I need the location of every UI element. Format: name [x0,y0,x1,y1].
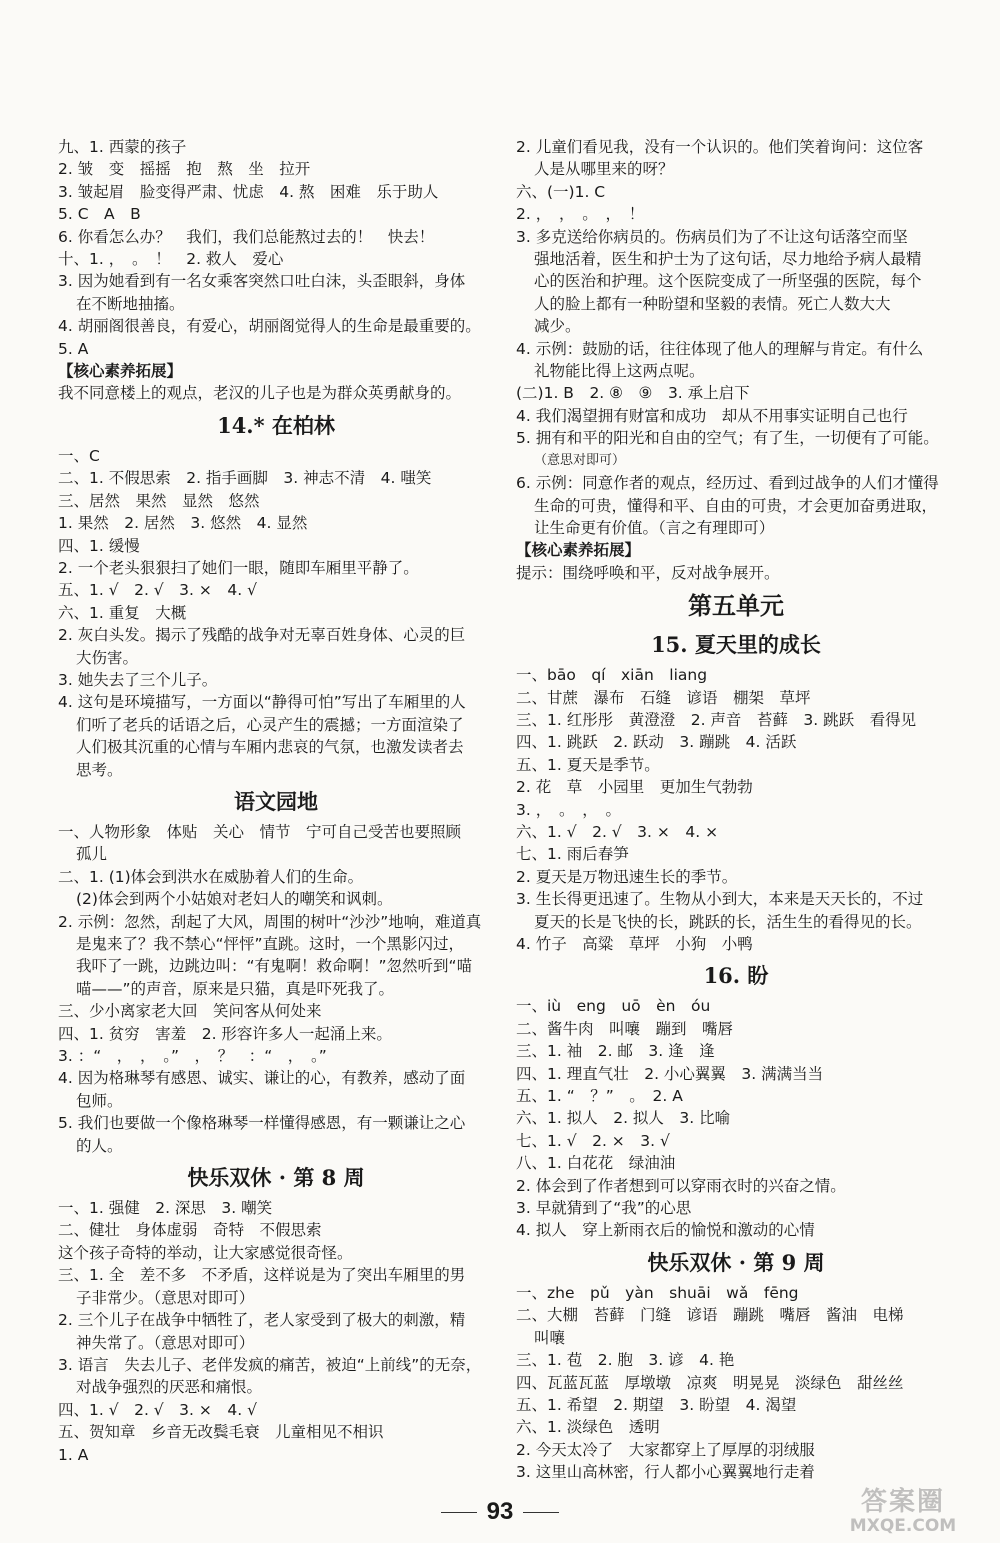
answer-line: 2. 一个老头狠狠扫了她们一眼，随即车厢里平静了。 [58,558,419,577]
answer-line: 思考。 [76,760,123,779]
answer-line: 强地活着，医生和护士为了这句话，尽力地给予病人最精 [534,250,922,269]
section-heading: 第五单元 [688,591,784,621]
answer-line: 五、1. 希望 2. 期望 3. 盼望 4. 渴望 [516,1395,797,1414]
answer-line: 2. 今天太冷了 大家都穿上了厚厚的羽绒服 [516,1440,815,1459]
answer-line: 神失常了。（意思对即可） [76,1333,255,1352]
answer-line: 对战争强烈的厌恶和痛恨。 [76,1378,263,1397]
answer-line: 九、1. 西蒙的孩子 [58,138,187,156]
answer-line: 十、1. ， 。 ！ 2. 救人 爱心 [58,250,284,269]
answer-line: 提示：围绕呼唤和平，反对战争展开。 [516,563,780,582]
watermark-logo [828,1488,978,1536]
answer-line: 4. 拟人 穿上新雨衣后的愉悦和激动的心情 [516,1221,815,1240]
answer-line: 5. C A B [58,205,141,224]
answer-line: (2)体会到两个小姑娘对老妇人的嘲笑和讽刺。 [76,890,393,909]
answer-line: 3. 她失去了三个儿子。 [58,670,218,689]
answer-line: 六、1. 重复 大概 [58,603,187,622]
core-literacy-label: 【核心素养拓展】 [516,541,641,560]
answer-line: 二、大棚 苔藓 门缝 谚语 蹦跳 嘴唇 酱油 电梯 [516,1306,904,1325]
answer-line: 的人。 [76,1136,123,1155]
answer-line: 二、健壮 身体虚弱 奇特 不假思索 [58,1221,322,1240]
answer-line: 五、贺知章 乡音无改鬓毛衰 儿童相见不相识 [58,1423,384,1442]
section-heading: 语文园地 [234,788,318,814]
answer-line: 减少。 [534,317,581,336]
answer-line: 一、zhe pǔ yàn shuāi wǎ fēng [516,1283,799,1302]
answer-line: 叫嚷 [534,1328,566,1347]
answer-line: 4. 竹子 高粱 草坪 小狗 小鸭 [516,935,753,953]
answer-line: 二、甘蔗 瀑布 石缝 谚语 棚架 草坪 [516,688,811,707]
answer-line: 礼物能比得上这两点呢。 [534,362,705,381]
section-heading: 快乐双休 · 第 8 周 [187,1165,365,1191]
answer-line: 夏天的长是飞快的长，跳跃的长，活生生的看得见的长。 [534,912,922,931]
right-column [516,136,956,1484]
answer-line: 六、1. 淡绿色 透明 [516,1418,660,1437]
answer-line: （意思对即可） [534,452,626,468]
answer-line: 3. 语言 失去儿子、老伴发疯的痛苦，被迫“上前线”的无奈， [58,1355,482,1374]
answer-line: 四、1. √ 2. √ 3. × 4. √ [58,1400,257,1419]
answer-line: 3. 因为她看到有一名女乘客突然口吐白沫，头歪眼斜，身体 [58,272,466,291]
page-number-dash-right [523,1512,559,1513]
answer-line: 2. 三个儿子在战争中牺牲了，老人家受到了极大的刺激，精 [58,1311,466,1330]
answer-line: 一、人物形象 体贴 关心 情节 宁可自己受苦也要照顾 [58,822,462,841]
answer-line: 子非常少。（意思对即可） [76,1288,255,1307]
answer-line: 们听了老兵的话语之后，心灵产生的震撼；一方面渲染了 [76,715,464,734]
answer-line: 4. 我们渴望拥有财富和成功 却从不用事实证明自己也行 [516,406,908,425]
answer-line: 4. 因为格琳琴有感恩、诚实、谦让的心，有教养，感动了面 [58,1069,466,1088]
answer-line: 5. A [58,339,89,358]
answer-line: 五、1. 夏天是季节。 [516,755,660,774]
answer-line: 一、1. 强健 2. 深思 3. 嘲笑 [58,1199,273,1218]
answer-line: 这个孩子奇特的举动，让大家感觉很奇怪。 [58,1243,353,1262]
answer-line: 5. 我们也要做一个像格琳琴一样懂得感恩，有一颗谦让之心 [58,1114,466,1133]
answer-line: 4. 这句是环境描写，一方面以“静得可怕”写出了车厢里的人 [58,693,466,712]
answer-line: 五、1. “ ？” 。 2. A [516,1087,683,1106]
answer-line: 我吓了一跳，边跳边叫：“有鬼啊！救命啊！”忽然听到“喵 [76,957,473,976]
answer-line: 3. ， 。 ， 。 [516,800,621,819]
answer-line: 是鬼来了？我不禁心“怦怦”直跳。这时，一个黑影闪过， [76,935,465,953]
answer-line: 喵——”的声音，原来是只猫，真是吓死我了。 [76,979,395,998]
section-heading: 14.* 在柏林 [217,412,335,438]
answer-line: 4. 示例：鼓励的话，往往体现了他人的理解与肯定。有什么 [516,339,924,358]
answer-line: 四、1. 理直气壮 2. 小心翼翼 3. 满满当当 [516,1064,824,1083]
answer-line: 一、iù eng uō èn óu [516,997,711,1016]
answer-line: 一、bāo qí xiān liang [516,666,708,685]
watermark-line2: MXQE.COM [849,1516,957,1536]
answer-line: 大伤害。 [76,648,139,667]
answer-line: 5. 拥有和平的阳光和自由的空气；有了生，一切便有了可能。 [516,429,939,448]
answer-line: 一、C [58,446,100,465]
answer-line: 让生命更有价值。（言之有理即可） [534,518,775,537]
answer-line: 3. 多克送给你病员的。伤病员们为了不让这句话落空而坚 [516,227,908,246]
answer-line: 2. 花 草 小园里 更加生气勃勃 [516,778,753,797]
answer-line: 生命的可贵，懂得和平、自由的可贵，才会更加奋勇进取， [534,496,938,515]
answer-line: 三、1. 全 差不多 不矛盾，这样说是为了突出车厢里的男 [58,1266,466,1285]
section-heading: 16. 盼 [703,963,769,989]
answer-line: 五、1. √ 2. √ 3. × 4. √ [58,581,257,600]
watermark-line1: 答案圈 [860,1487,945,1517]
answer-line: 三、少小离家老大回 笑问客从何处来 [58,1002,322,1021]
answer-line: 二、酱牛肉 叫嚷 蹦到 嘴唇 [516,1019,734,1038]
answer-line: 四、1. 跳跃 2. 跃动 3. 蹦跳 4. 活跃 [516,733,797,752]
answer-line: 二、1. (1)体会到洪水在威胁着人们的生命。 [58,867,364,886]
answer-line: 三、1. 苞 2. 胞 3. 谚 4. 艳 [516,1351,735,1370]
answer-line: 在不断地抽搐。 [76,294,185,313]
answer-line: 2. 夏天是万物迅速生长的季节。 [516,867,738,886]
answer-line: 四、1. 贫穷 害羞 2. 形容许多人一起涌上来。 [58,1024,392,1043]
section-heading: 15. 夏天里的成长 [651,632,821,658]
answer-line: 七、1. √ 2. × 3. √ [516,1131,670,1150]
answer-line: 我不同意楼上的观点，老汉的儿子也是为群众英勇献身的。 [58,384,462,403]
answer-line: 孤儿 [76,845,108,864]
answer-line: 3. 生长得更迅速了。生物从小到大，本来是天天长的，不过 [516,890,924,909]
answer-line: 四、瓦蓝瓦蓝 厚墩墩 凉爽 明晃晃 淡绿色 甜丝丝 [516,1373,904,1392]
answer-line: 心的医治和护理。这个医院变成了一所坚强的医院，每个 [534,272,922,291]
answer-line: 3. 皱起眉 脸变得严肃、忧虑 4. 熬 困难 乐于助人 [58,182,439,201]
answer-line: 七、1. 雨后春笋 [516,845,629,864]
answer-line: 2. 灰白头发。揭示了残酷的战争对无辜百姓身体、心灵的巨 [58,626,466,645]
answer-line: 六、(一)1. C [516,182,606,201]
answer-line: 三、居然 果然 显然 悠然 [58,491,260,510]
core-literacy-label: 【核心素养拓展】 [58,362,183,381]
answer-line: 2. ， ， 。 ， ！ [516,205,645,224]
answer-line: 六、1. √ 2. √ 3. × 4. × [516,822,719,841]
answer-line: 人是从哪里来的呀？ [534,160,674,179]
answer-line: 人的脸上都有一种盼望和坚毅的表情。死亡人数大大 [534,294,891,313]
answer-line: 人们极其沉重的心情与车厢内悲哀的气氛，也激发读者去 [76,738,464,757]
answer-line: 二、1. 不假思索 2. 指手画脚 3. 神志不清 4. 嗤笑 [58,469,432,488]
answer-line: 2. 皱 变 摇摇 抱 熬 坐 拉开 [58,160,311,179]
answer-line: 包师。 [76,1091,123,1110]
answer-line: 1. A [58,1445,89,1464]
answer-line: 2. 体会到了作者想到可以穿雨衣时的兴奋之情。 [516,1176,846,1195]
answer-line: 3. ：“ ， ， 。” ， ？ ：“ ， 。” [58,1047,327,1066]
answer-line: (二)1. B 2. ⑧ ⑨ 3. 承上启下 [516,384,750,403]
answer-line: 6. 示例：同意作者的观点，经历过、看到过战争的人们才懂得 [516,474,939,493]
answer-line: 1. 果然 2. 居然 3. 悠然 4. 显然 [58,514,308,533]
answer-line: 2. 示例：忽然，刮起了大风，周围的树叶“沙沙”地响，难道真 [58,912,482,931]
answer-line: 3. 早就猜到了“我”的心思 [516,1199,692,1218]
section-heading: 快乐双休 · 第 9 周 [647,1249,825,1275]
answer-line: 4. 胡丽阁很善良，有爱心，胡丽阁觉得人的生命是最重要的。 [58,317,481,336]
answer-line: 2. 儿童们看见我，没有一个认识的。他们笑着询问：这位客 [516,138,924,156]
left-column [58,136,494,1466]
answer-line: 四、1. 缓慢 [58,536,140,555]
page-number-text: 93 [486,1498,514,1525]
answer-line: 六、1. 拟人 2. 拟人 3. 比喻 [516,1109,731,1128]
answer-line: 三、1. 袖 2. 邮 3. 逢 逢 [516,1042,715,1061]
answer-line: 三、1. 红彤彤 黄澄澄 2. 声音 苔藓 3. 跳跃 看得见 [516,710,917,729]
answer-line: 3. 这里山高林密，行人都小心翼翼地行走着 [516,1463,815,1482]
answer-line: 八、1. 白花花 绿油油 [516,1154,676,1173]
page-number-dash-left [441,1512,477,1513]
answer-line: 6. 你看怎么办？ 我们，我们总能熬过去的！ 快去！ [58,227,435,246]
